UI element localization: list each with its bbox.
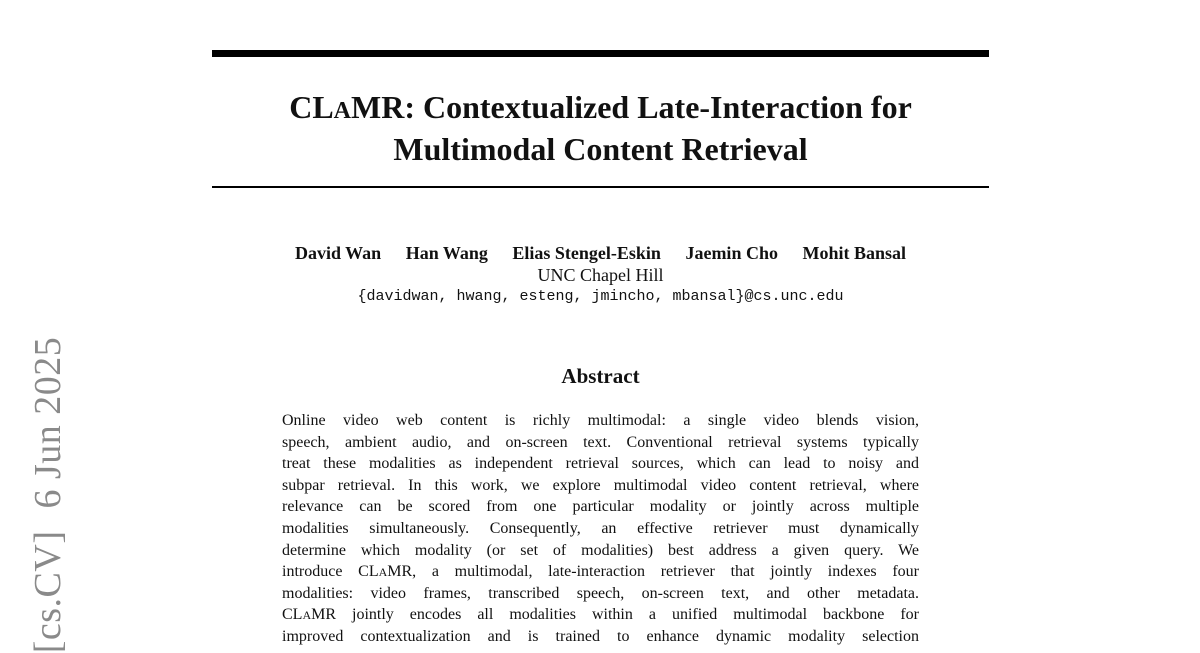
paper-title [212, 88, 989, 168]
author: Jaemin Cho [685, 243, 778, 263]
abstract-heading: Abstract [561, 364, 640, 388]
abstract-line: introduce CLAMR, a multimodal, late-interaction retriever that jointly indexes four [282, 563, 920, 581]
arxiv-date: 6 Jun 2025 [27, 336, 69, 509]
author-list [212, 242, 989, 264]
abstract-line: determine which modality (or set of modalities) best address a given query. We [282, 541, 919, 559]
abstract-line: modalities simultaneously. Consequently, an effective retriever must dynamically [282, 519, 919, 537]
arxiv-category: [cs.CV] [27, 530, 69, 653]
author: Elias Stengel-Eskin [512, 243, 661, 263]
author: Han Wang [405, 243, 488, 263]
abstract-line: speech, ambient audio, and on-screen text. Conventional retrieval systems typically [282, 433, 919, 451]
abstract-body [282, 410, 919, 648]
arxiv-sidebar-stamp [26, 337, 70, 653]
author: Mohit Bansal [802, 243, 906, 263]
title-prefix: CL [289, 89, 334, 125]
author-emails: {davidwan, hwang, esteng, jmincho, mbansal}@cs.unc.edu [357, 288, 844, 305]
author: David Wan [294, 243, 382, 263]
top-rule [212, 50, 989, 57]
abstract-line: treat these modalities as independent retrieval sources, which can lead to noisy and [282, 455, 919, 473]
abstract-line: CLAMR jointly encodes all modalities within a unified multimodal backbone for [282, 606, 919, 624]
abstract-line: Online video web content is richly multimodal: a single video blends vision, [282, 412, 919, 429]
affiliation: UNC Chapel Hill [537, 265, 664, 285]
abstract-line: relevance can be scored from one particular modality or jointly across multiple [282, 498, 919, 516]
title-rule [212, 186, 989, 188]
abstract-line: modalities: video frames, transcribed speech, on-screen text, and other metadata. [282, 584, 919, 602]
abstract-line: subpar retrieval. In this work, we explore multimodal video content retrieval, where [282, 476, 919, 494]
title-suffix: MR: Contextualized Late-Interaction for [351, 89, 912, 125]
title-smallcaps: A [333, 98, 352, 124]
title-line-2: Multimodal Content Retrieval [393, 131, 808, 167]
abstract-line: improved contextualization and is trained to enhance dynamic modality selection [282, 627, 919, 645]
